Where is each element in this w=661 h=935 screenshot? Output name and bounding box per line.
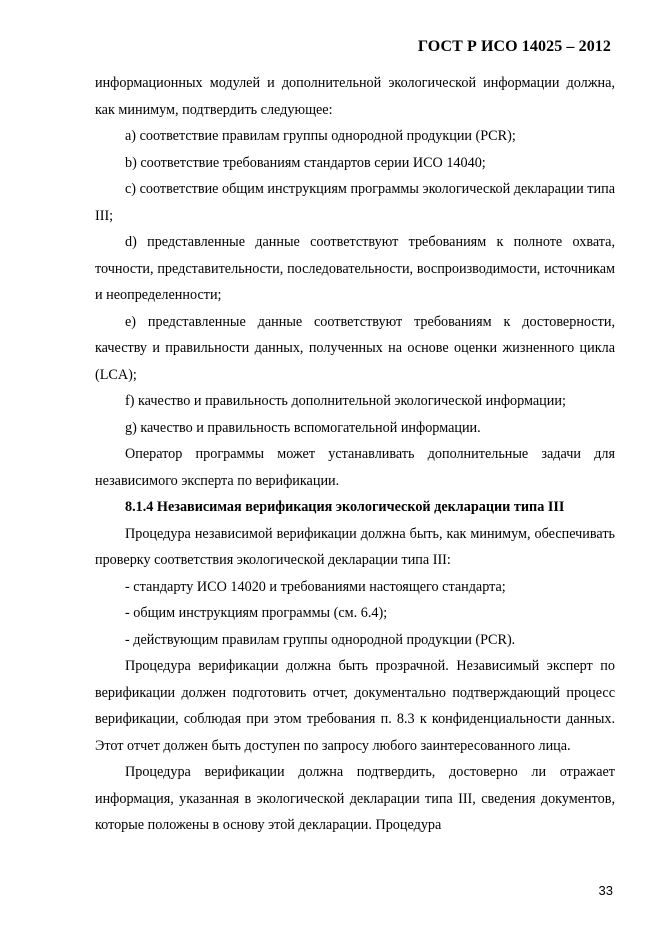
list-item-f: f) качество и правильность дополнительной экологической информации;	[125, 393, 566, 409]
paragraph-intro: информационных модулей и дополнительной экологической информации должна, как минимум, подтвердить следующее:	[95, 75, 615, 118]
section-heading: 8.1.4 Независимая верификация экологической декларации типа III	[125, 499, 565, 515]
requirement-item-1: - стандарту ИСО 14020 и требованиями настоящего стандарта;	[125, 578, 506, 595]
list-item-g: g) качество и правильность вспомогательной информации.	[125, 419, 481, 436]
list-item-d: d) представленные данные соответствуют требованиям к полноте охвата, точности, представительности, последовательности, воспроизводимости, источникам и неопределенности;	[95, 234, 615, 303]
document-header-title: ГОСТ Р ИСО 14025 – 2012	[417, 38, 611, 55]
list-item-b: b) соответствие требованиям стандартов серии ИСО 14040;	[125, 154, 486, 171]
list-item-e: e) представленные данные соответствуют требованиям к достоверности, качеству и правильности данных, полученных на основе оценки жизненного цикла (LCA);	[95, 313, 615, 383]
requirement-item-2: - общим инструкциям программы (см. 6.4);	[125, 605, 388, 621]
paragraph-transparency: Процедура верификации должна быть прозрачной. Независимый эксперт по верификации должен подготовить отчет, документально подтверждающий процесс верификации, соблюдая при этом требования п. 8.3 к конфиденциальности данных. Этот отчет должен быть доступен по запросу любого заинтересованного лица.	[95, 658, 615, 754]
list-item-a: а) соответствие правилам группы однородной продукции (PCR);	[125, 128, 516, 144]
paragraph-procedure: Процедура независимой верификации должна быть, как минимум, обеспечивать проверку соответствия экологической декларации типа III:	[95, 525, 615, 568]
document-body	[95, 70, 615, 839]
paragraph-confirmation: Процедура верификации должна подтвердить, достоверно ли отражает информация, указанная в экологической декларации типа III, сведения документов, которые положены в основу этой декларации. Процедура	[95, 764, 615, 833]
page-number: 33	[598, 883, 613, 898]
list-item-c: c) соответствие общим инструкциям программы экологической декларации типа III;	[95, 181, 615, 224]
requirement-item-3: - действующим правилам группы однородной продукции (PCR).	[125, 631, 516, 648]
paragraph-operator: Оператор программы может устанавливать дополнительные задачи для независимого эксперта по верификации.	[95, 446, 615, 489]
